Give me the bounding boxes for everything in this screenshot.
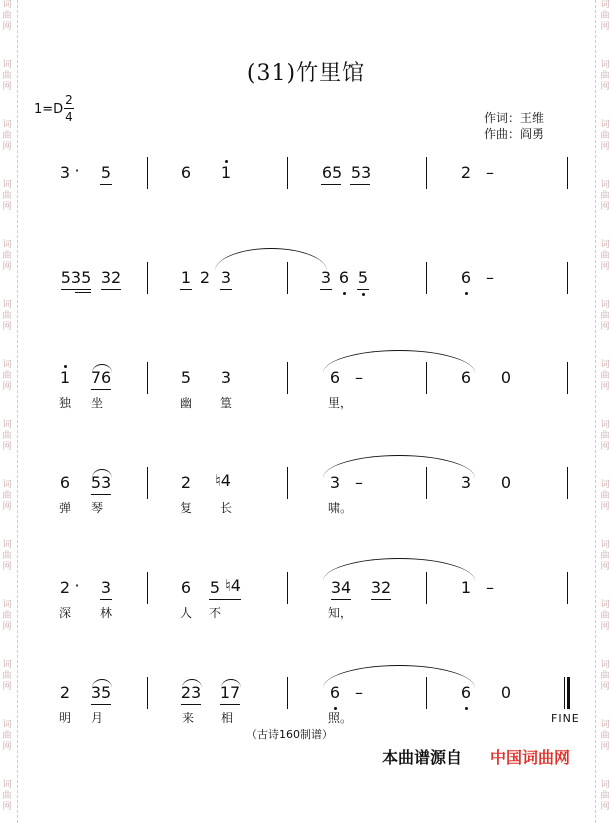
watermark-char: 曲 [2, 431, 12, 441]
watermark-char: 网 [2, 502, 12, 512]
score-row-1 [0, 155, 612, 215]
watermark-char: 曲 [600, 11, 610, 21]
watermark-group [598, 0, 612, 60]
watermark-char: 网 [2, 322, 12, 332]
bar-line [426, 157, 427, 189]
dash: – [486, 163, 494, 182]
note-natural: ♮4 [215, 471, 231, 490]
watermark-char: 词 [600, 60, 610, 70]
dot-mark: · [74, 161, 80, 180]
watermark-char: 网 [2, 802, 12, 812]
note-group: 53 [90, 473, 112, 492]
slur [323, 350, 475, 373]
lyric: 明 [58, 711, 71, 725]
watermark-char: 网 [600, 322, 610, 332]
watermark-char: 曲 [2, 11, 12, 21]
note: 6 [460, 268, 472, 287]
note: 6 [329, 368, 341, 387]
watermark-char: 网 [2, 382, 12, 392]
note: 5 [357, 268, 369, 287]
watermark-group [0, 0, 14, 60]
note-group: 32 [370, 578, 392, 597]
watermark-char: 曲 [2, 731, 12, 741]
bar-line [287, 262, 288, 294]
watermark-char: 曲 [2, 671, 12, 681]
bar-line [147, 157, 148, 189]
lyric: 深 [58, 606, 71, 620]
watermark-char: 网 [600, 202, 610, 212]
watermark-char: 曲 [600, 491, 610, 501]
credits [484, 110, 544, 142]
bar-line [567, 362, 568, 394]
watermark-char: 词 [600, 180, 610, 190]
note: 0 [500, 683, 512, 702]
watermark-char: 网 [600, 622, 610, 632]
slur [323, 455, 475, 478]
dash: – [486, 578, 494, 597]
bar-line [147, 572, 148, 604]
time-signature [64, 93, 74, 124]
watermark-char: 曲 [2, 611, 12, 621]
final-bar-thick [567, 677, 570, 709]
note: 6 [338, 268, 350, 287]
watermark-char: 网 [600, 382, 610, 392]
watermark-char: 词 [600, 420, 610, 430]
watermark-group [598, 780, 612, 823]
note: 2 [180, 473, 192, 492]
lyric: 坐 [90, 396, 103, 410]
key-signature: 1=D [34, 102, 64, 117]
dash: – [355, 473, 363, 492]
watermark-char: 曲 [600, 731, 610, 741]
note: 3 [100, 578, 112, 597]
watermark-char: 词 [600, 240, 610, 250]
watermark-char: 曲 [600, 791, 610, 801]
watermark-char: 曲 [2, 131, 12, 141]
note: 3 [220, 368, 232, 387]
note-group: 32 [100, 268, 122, 287]
watermark-char: 词 [600, 780, 610, 790]
note: 5 [180, 368, 192, 387]
note: 2 [59, 578, 71, 597]
watermark-char: 词 [2, 180, 12, 190]
watermark-char: 词 [600, 120, 610, 130]
fine-mark: FINE [551, 712, 580, 725]
bar-line [287, 572, 288, 604]
watermark-char: 网 [2, 622, 12, 632]
note: 6 [460, 368, 472, 387]
lyric: 不 [208, 606, 221, 620]
bar-line [287, 677, 288, 709]
note-natural: ♮4 [225, 576, 241, 595]
watermark-char: 网 [600, 682, 610, 692]
watermark-char: 网 [600, 82, 610, 92]
note: 1 [460, 578, 472, 597]
note: 6 [180, 578, 192, 597]
watermark-char: 网 [2, 262, 12, 272]
note: 5 [209, 578, 221, 597]
note-group: 34 [330, 578, 352, 597]
watermark-char: 曲 [2, 191, 12, 201]
watermark-char: 网 [600, 22, 610, 32]
note-group: 17 [219, 683, 241, 702]
watermark-char: 曲 [600, 671, 610, 681]
note: 1 [180, 268, 192, 287]
lyric: 幽 [179, 396, 192, 410]
watermark-char: 网 [600, 742, 610, 752]
note: 0 [500, 473, 512, 492]
watermark-char: 词 [2, 780, 12, 790]
note: 6 [460, 683, 472, 702]
bar-line [567, 572, 568, 604]
time-denominator: 4 [65, 110, 73, 124]
note: 5 [100, 163, 112, 182]
footer-source: 本曲谱源自 [382, 748, 463, 767]
watermark-char: 曲 [600, 131, 610, 141]
watermark-char: 网 [2, 742, 12, 752]
watermark-char: 曲 [600, 251, 610, 261]
watermark-char: 词 [2, 540, 12, 550]
bar-line [567, 157, 568, 189]
watermark-char: 网 [2, 202, 12, 212]
watermark-char: 曲 [2, 311, 12, 321]
watermark-char: 曲 [2, 491, 12, 501]
note: 3 [220, 268, 232, 287]
score-row-2 [0, 260, 612, 320]
lyricist: 作词：王维 [484, 111, 545, 125]
watermark-char: 曲 [2, 251, 12, 261]
watermark-char: 词 [600, 540, 610, 550]
watermark-char: 曲 [600, 191, 610, 201]
lyric: 里， [327, 396, 352, 410]
watermark-char: 词 [2, 600, 12, 610]
watermark-group [0, 780, 14, 823]
note: 6 [329, 683, 341, 702]
lyric: 知， [327, 606, 352, 620]
watermark-char: 词 [2, 120, 12, 130]
note: 3 [329, 473, 341, 492]
watermark-char: 网 [600, 442, 610, 452]
watermark-char: 词 [2, 240, 12, 250]
lyric: 长 [219, 501, 232, 515]
lyric: 来 [181, 711, 194, 725]
bar-line [147, 262, 148, 294]
watermark-char: 词 [600, 600, 610, 610]
dot-mark: · [74, 576, 80, 595]
lyric: 篁 [219, 396, 232, 410]
score-row-3 [0, 360, 612, 420]
note: 6 [180, 163, 192, 182]
watermark-char: 网 [600, 562, 610, 572]
note-group: 23 [180, 683, 202, 702]
watermark-char: 曲 [600, 551, 610, 561]
bar-line [287, 467, 288, 499]
score-row-4 [0, 465, 612, 525]
note-group: 535 [60, 268, 92, 287]
watermark-char: 词 [2, 300, 12, 310]
bar-line [287, 362, 288, 394]
lyric: 照。 [327, 711, 352, 725]
watermark-char: 网 [2, 142, 12, 152]
song-title: (31)竹里馆 [246, 61, 366, 86]
watermark-char: 网 [2, 442, 12, 452]
score-row-5 [0, 570, 612, 630]
note: 1 [220, 163, 232, 182]
watermark-char: 词 [600, 480, 610, 490]
watermark-char: 词 [600, 300, 610, 310]
watermark-char: 网 [600, 262, 610, 272]
watermark-char: 曲 [2, 371, 12, 381]
watermark-char: 曲 [2, 71, 12, 81]
bar-line [567, 262, 568, 294]
bar-line [147, 362, 148, 394]
bar-line [147, 677, 148, 709]
note-group: 76 [90, 368, 112, 387]
watermark-char: 网 [600, 502, 610, 512]
watermark-char: 曲 [600, 431, 610, 441]
bar-line [426, 677, 427, 709]
bar-line [147, 467, 148, 499]
dash: – [486, 268, 494, 287]
watermark-char: 曲 [600, 311, 610, 321]
watermark-char: 网 [2, 682, 12, 692]
watermark-char: 词 [600, 360, 610, 370]
note-group: 35 [90, 683, 112, 702]
lyric: 琴 [90, 501, 103, 515]
lyric: 独 [58, 396, 71, 410]
footer-note: （古诗160制谱） [246, 728, 333, 741]
slur [323, 665, 475, 688]
lyric: 人 [179, 606, 192, 620]
note-group: 65 [321, 163, 343, 182]
lyric: 月 [90, 711, 103, 725]
watermark-char: 词 [2, 360, 12, 370]
bar-line [426, 262, 427, 294]
note: 3 [460, 473, 472, 492]
watermark-char: 曲 [600, 371, 610, 381]
watermark-char: 词 [600, 0, 610, 10]
watermark-char: 网 [600, 142, 610, 152]
watermark-char: 曲 [600, 611, 610, 621]
watermark-char: 词 [2, 60, 12, 70]
lyric: 弹 [58, 501, 71, 515]
bar-line [426, 362, 427, 394]
watermark-char: 词 [2, 420, 12, 430]
watermark-char: 曲 [600, 71, 610, 81]
watermark-char: 曲 [2, 791, 12, 801]
watermark-char: 词 [600, 660, 610, 670]
watermark-char: 网 [600, 802, 610, 812]
note: 2 [59, 683, 71, 702]
note: 3 [59, 163, 71, 182]
note-group: 53 [350, 163, 372, 182]
bar-line [287, 157, 288, 189]
footer-site-link[interactable]: 中国词曲网 [490, 748, 571, 767]
bar-line [567, 467, 568, 499]
lyric: 林 [99, 606, 112, 620]
watermark-char: 曲 [2, 551, 12, 561]
bar-line [426, 572, 427, 604]
dash: – [355, 368, 363, 387]
watermark-char: 网 [2, 22, 12, 32]
note: 1 [59, 368, 71, 387]
bar-line [426, 467, 427, 499]
note: 3 [320, 268, 332, 287]
dash: – [355, 683, 363, 702]
composer: 作曲：阎勇 [484, 127, 545, 141]
note: 6 [59, 473, 71, 492]
watermark-char: 网 [2, 82, 12, 92]
watermark-char: 词 [2, 660, 12, 670]
lyric: 复 [179, 501, 192, 515]
watermark-char: 网 [2, 562, 12, 572]
note: 2 [460, 163, 472, 182]
lyric: 啸。 [327, 501, 352, 515]
lyric: 相 [220, 711, 233, 725]
time-numerator: 2 [65, 93, 73, 107]
note: 0 [500, 368, 512, 387]
note: 2 [199, 268, 211, 287]
slur [215, 248, 327, 271]
watermark-char: 词 [2, 0, 12, 10]
watermark-char: 词 [2, 720, 12, 730]
watermark-char: 词 [600, 720, 610, 730]
final-bar-thin [564, 677, 565, 709]
watermark-char: 词 [2, 480, 12, 490]
